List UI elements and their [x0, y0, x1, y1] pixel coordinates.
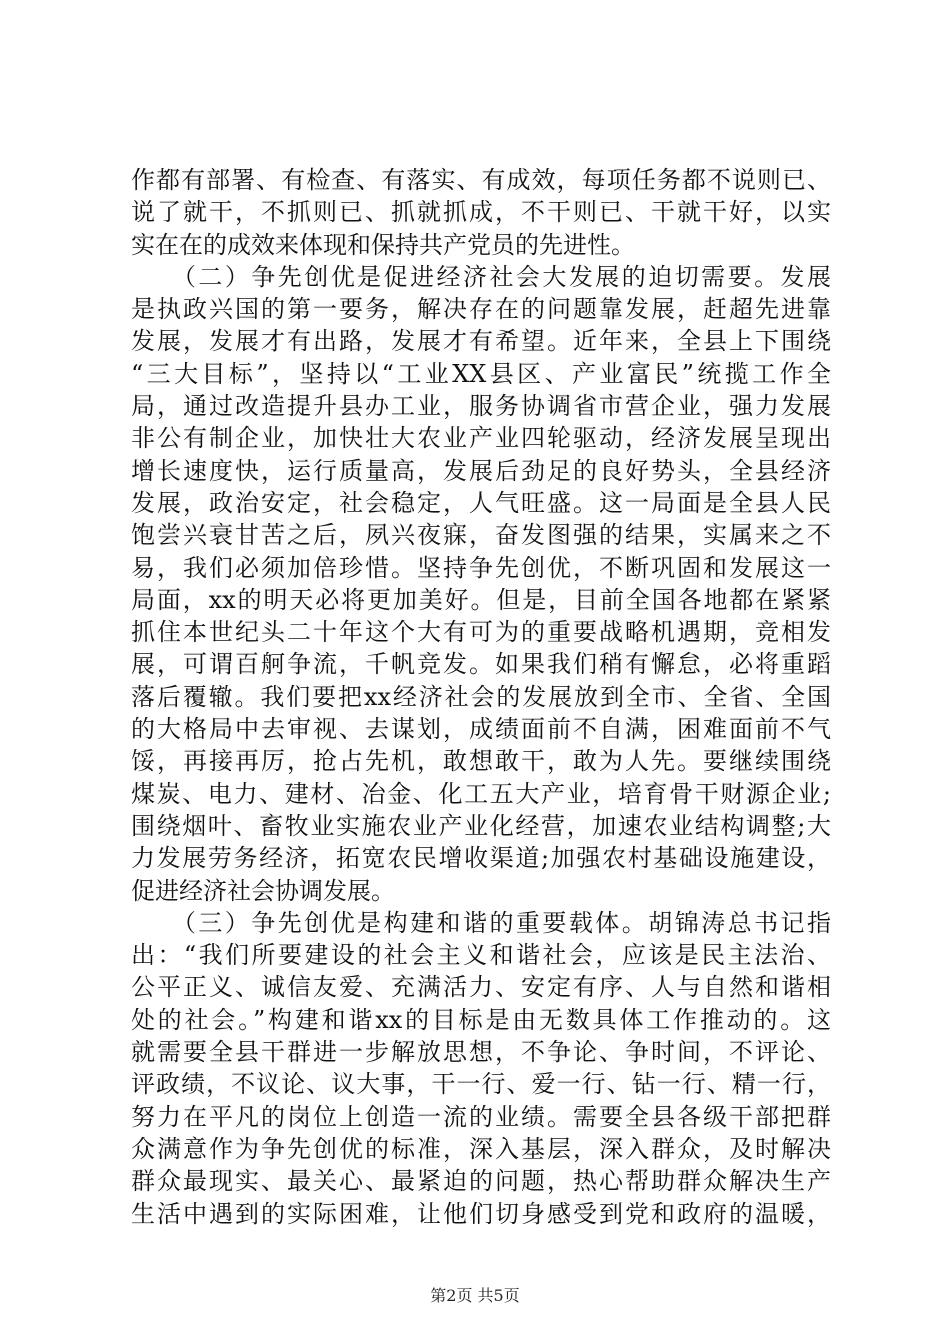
- text-line: 增长速度快，运行质量高，发展后劲足的良好势头，全县经济: [131, 456, 831, 485]
- text-line: 饱尝兴衰甘苦之后，夙兴夜寐，奋发图强的结果，实属来之不: [131, 521, 831, 550]
- text-line: 局，通过改造提升县办工业，服务协调省市营企业，强力发展: [131, 392, 831, 421]
- text-line: 展，可谓百舸争流，千帆竞发。如果我们稍有懈怠，必将重蹈: [131, 650, 831, 679]
- text-line: （二）争先创优是促进经济社会大发展的迫切需要。发展: [131, 262, 831, 291]
- text-line: 处的社会。”构建和谐xx的目标是由无数具体工作推动的。这: [131, 1005, 831, 1034]
- text-line: 出：“我们所要建设的社会主义和谐社会，应该是民主法治、: [131, 941, 831, 970]
- text-line: 煤炭、电力、建材、冶金、化工五大产业，培育骨干财源企业;: [131, 779, 831, 808]
- text-line: 发展，政治安定，社会稳定，人气旺盛。这一局面是全县人民: [131, 488, 831, 517]
- text-line: （三）争先创优是构建和谐的重要载体。胡锦涛总书记指: [131, 908, 831, 937]
- text-line: 群众最现实、最关心、最紧迫的问题，热心帮助群众解决生产: [131, 1167, 831, 1196]
- text-line: 公平正义、诚信友爱、充满活力、安定有序、人与自然和谐相: [131, 973, 831, 1002]
- text-line: 发展，发展才有出路，发展才有希望。近年来，全县上下围绕: [131, 327, 831, 356]
- text-line: 评政绩，不议论、议大事，干一行、爱一行、钻一行、精一行，: [131, 1070, 831, 1099]
- text-line: “三大目标”，坚持以“工业XX县区、产业富民”统揽工作全: [131, 359, 831, 388]
- text-line: 非公有制企业，加快壮大农业产业四轮驱动，经济发展呈现出: [131, 424, 831, 453]
- text-line: 说了就干，不抓则已、抓就抓成，不干则已、干就干好，以实: [131, 198, 831, 227]
- text-line: 生活中遇到的实际困难，让他们切身感受到党和政府的温暖，: [131, 1199, 831, 1228]
- text-line: 众满意作为争先创优的标准，深入基层，深入群众，及时解决: [131, 1134, 831, 1163]
- text-line: 实在在的成效来体现和保持共产党员的先进性。: [131, 230, 635, 259]
- text-line: 局面，xx的明天必将更加美好。但是，目前全国各地都在紧紧: [131, 585, 831, 614]
- text-line: 抓住本世纪头二十年这个大有可为的重要战略机遇期，竞相发: [131, 618, 831, 647]
- text-line: 馁，再接再厉，抢占先机，敢想敢干，敢为人先。要继续围绕: [131, 747, 831, 776]
- page-footer: 第2页 共5页: [430, 1286, 520, 1305]
- body-text: [131, 164, 831, 1230]
- text-line: 力发展劳务经济，拓宽农民增收渠道;加强农村基础设施建设，: [131, 844, 831, 873]
- text-line: 就需要全县干群进一步解放思想，不争论、争时间，不评论、: [131, 1038, 831, 1067]
- text-line: 作都有部署、有检查、有落实、有成效，每项任务都不说则已、: [131, 166, 831, 194]
- text-line: 围绕烟叶、畜牧业实施农业产业化经营，加速农业结构调整;大: [131, 811, 831, 840]
- text-line: 的大格局中去审视、去谋划，成绩面前不自满，困难面前不气: [131, 715, 831, 744]
- text-line: 努力在平凡的岗位上创造一流的业绩。需要全县各级干部把群: [131, 1102, 831, 1131]
- text-line: 促进经济社会协调发展。: [131, 876, 395, 905]
- text-line: 易，我们必须加倍珍惜。坚持争先创优，不断巩固和发展这一: [131, 553, 831, 582]
- text-line: 是执政兴国的第一要务，解决存在的问题靠发展，赶超先进靠: [131, 295, 831, 324]
- text-line: 落后覆辙。我们要把xx经济社会的发展放到全市、全省、全国: [131, 682, 831, 711]
